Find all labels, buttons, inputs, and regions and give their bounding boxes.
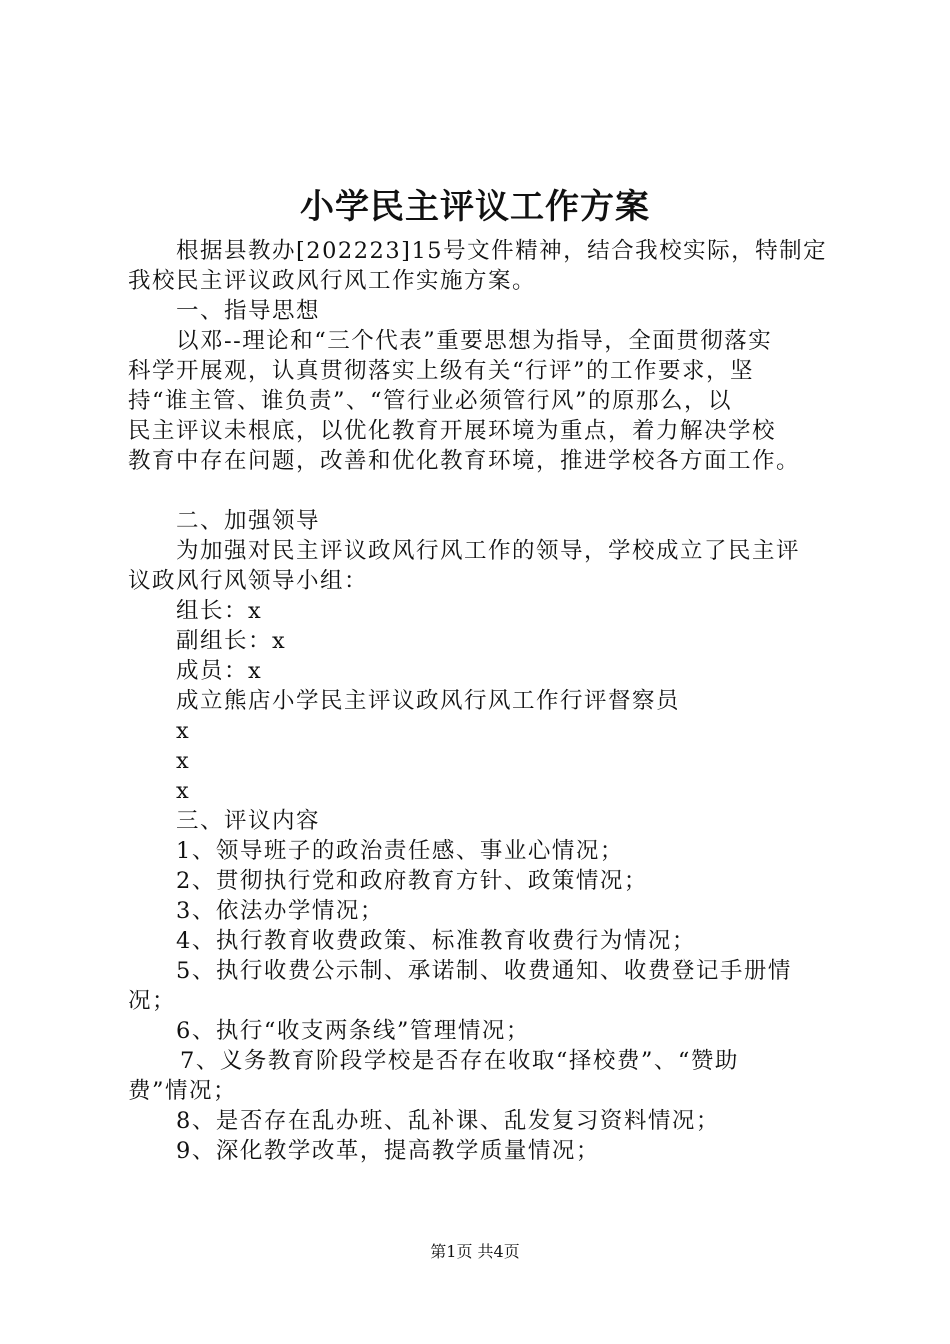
- list-item: 3、依法办学情况；: [176, 898, 384, 924]
- member-line: 成员：x: [176, 658, 263, 684]
- list-item: 4、执行教育收费政策、标准教育收费行为情况；: [176, 928, 696, 954]
- section-heading: 一、指导思想: [176, 298, 321, 324]
- paragraph-line: 成立熊店小学民主评议政风行风工作行评督察员: [176, 688, 681, 714]
- blank-line: [128, 476, 838, 506]
- member-line: 副组长：x: [176, 628, 287, 654]
- page-number: 第1页 共4页: [430, 1242, 520, 1261]
- member-line: 组长：x: [176, 598, 263, 624]
- list-item: 8、是否存在乱办班、乱补课、乱发复习资料情况；: [176, 1108, 720, 1134]
- paragraph-line: 我校民主评议政风行风工作实施方案。: [128, 268, 537, 294]
- paragraph-line: 根据县教办[202223]15号文件精神，结合我校实际，特制定: [176, 238, 828, 264]
- paragraph-line: 科学开展观，认真贯彻落实上级有关“行评”的工作要求，坚: [128, 358, 755, 384]
- list-item: 1、领导班子的政治责任感、事业心情况；: [176, 838, 624, 864]
- document-body: [128, 236, 838, 1166]
- list-item: 2、贯彻执行党和政府教育方针、政策情况；: [176, 868, 648, 894]
- section-heading: 二、加强领导: [176, 508, 321, 534]
- member-line: x: [176, 748, 191, 774]
- member-line: x: [176, 718, 191, 744]
- list-item: 5、执行收费公示制、承诺制、收费通知、收费登记手册情: [176, 958, 792, 984]
- section-heading: 三、评议内容: [176, 808, 321, 834]
- member-line: x: [176, 778, 191, 804]
- document-title: 小学民主评议工作方案: [300, 187, 650, 227]
- paragraph-line: 民主评议未根底，以优化教育开展环境为重点，着力解决学校: [128, 418, 777, 444]
- paragraph-line: 议政风行风领导小组：: [128, 568, 369, 594]
- list-item-continuation: 况；: [128, 988, 177, 1014]
- paragraph-line: 教育中存在问题，改善和优化教育环境，推进学校各方面工作。: [128, 448, 801, 474]
- paragraph-line: 为加强对民主评议政风行风工作的领导，学校成立了民主评: [176, 538, 801, 564]
- list-item-continuation: 费”情况；: [128, 1078, 238, 1104]
- list-item: 9、深化教学改革，提高教学质量情况；: [176, 1138, 600, 1164]
- paragraph-line: 以邓--理论和“三个代表”重要思想为指导，全面贯彻落实: [176, 328, 773, 354]
- list-item: 7、义务教育阶段学校是否存在收取“择校费”、“赞助: [180, 1048, 739, 1074]
- paragraph-line: 持“谁主管、谁负责”、“管行业必须管行风”的原那么，以: [128, 388, 733, 414]
- list-item: 6、执行“收支两条线”管理情况；: [176, 1018, 530, 1044]
